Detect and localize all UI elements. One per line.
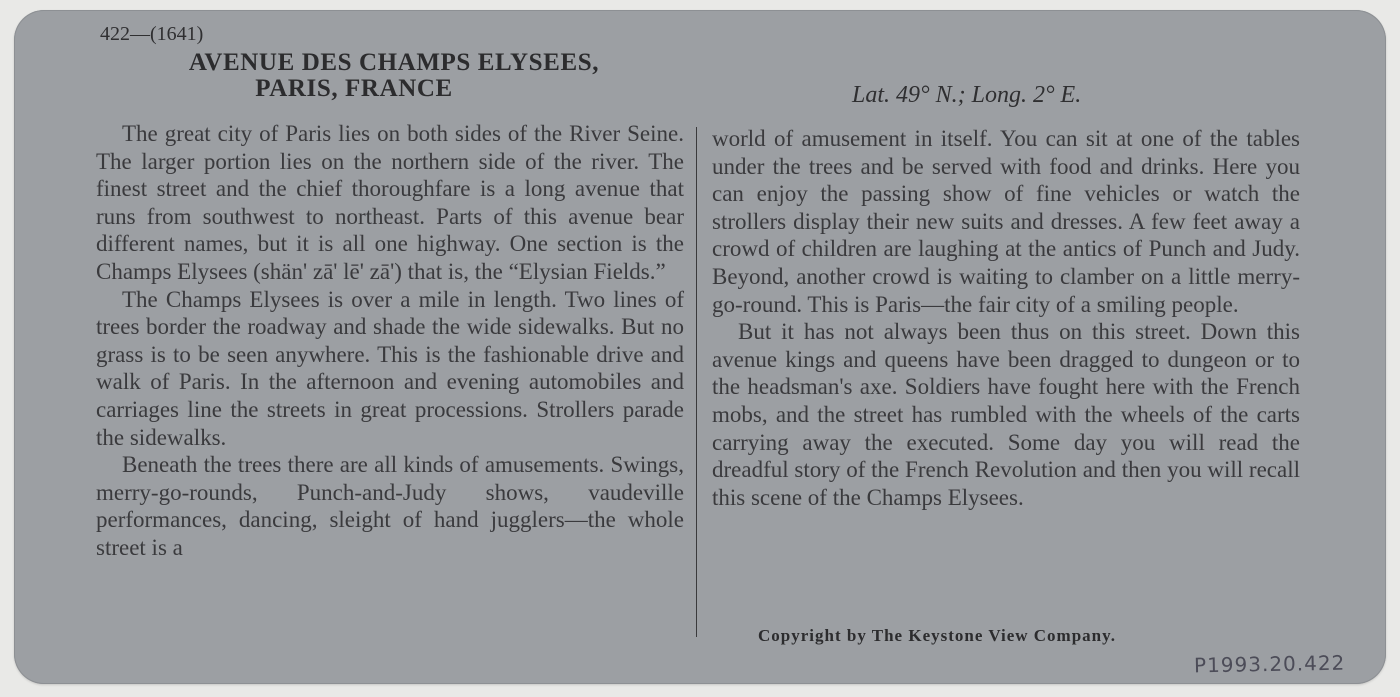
title-line-1: AVENUE DES CHAMPS ELYSEES, — [188, 49, 600, 76]
catalog-number: 422—(1641) — [100, 23, 204, 45]
paragraph: world of amusement in itself. You can sit at one of the tables under the trees and be served with food and drinks. Here you can enjoy the passing show of fine vehicles or watch the strollers display their new suits and dresses. A few feet away a crowd of children are laughing at the antics of Punch and Judy. Beyond, another crowd is waiting to clamber on a little merry-go-round. This is Paris—the fair city of a smiling people. — [712, 126, 1300, 317]
paragraph: The Champs Elysees is over a mile in length. Two lines of trees border the roadway and shade the wide sidewalks. But no grass is to be seen anywhere. This is the fashionable drive and walk of Paris. In the afternoon and evening automobiles and carriages line the streets in great processions. Strollers parade the sidewalks. — [96, 286, 684, 450]
title-line-2: PARIS, FRANCE — [255, 75, 453, 102]
accession-number: P1993.20.422 — [1193, 650, 1346, 678]
coordinates: Lat. 49° N.; Long. 2° E. — [852, 82, 1082, 108]
paragraph: Beneath the trees there are all kinds of amusements. Swings, merry-go-rounds, Punch-and-Judy shows, vaudeville performances, dancing, sleight of hand jugglers—the whole street is a — [96, 452, 684, 560]
paragraph: The great city of Paris lies on both sides of the River Seine. The larger portion lies on the northern side of the river. The finest street and the chief thoroughfare is a long avenue that runs from southwest to northeast. Parts of this avenue bear different names, but it is all one highway. One section is the Champs Elysees (shän' zā' lē' zā') that is, the “Elysian Fields.” — [96, 121, 684, 284]
right-column — [712, 125, 1300, 511]
left-column — [96, 120, 684, 562]
paragraph: But it has not always been thus on this street. Down this avenue kings and queens have been dragged to dungeon or to the headsman's axe. Soldiers have fought here with the French mobs, and the street has rumbled with the wheels of the carts carrying away the executed. Some day you will read the dreadful story of the French Revolution and then you will recall this scene of the Champs Elysees. — [712, 319, 1300, 510]
stereograph-card-back — [14, 10, 1386, 684]
column-divider — [696, 127, 697, 637]
copyright-notice: Copyright by The Keystone View Company. — [758, 626, 1116, 645]
